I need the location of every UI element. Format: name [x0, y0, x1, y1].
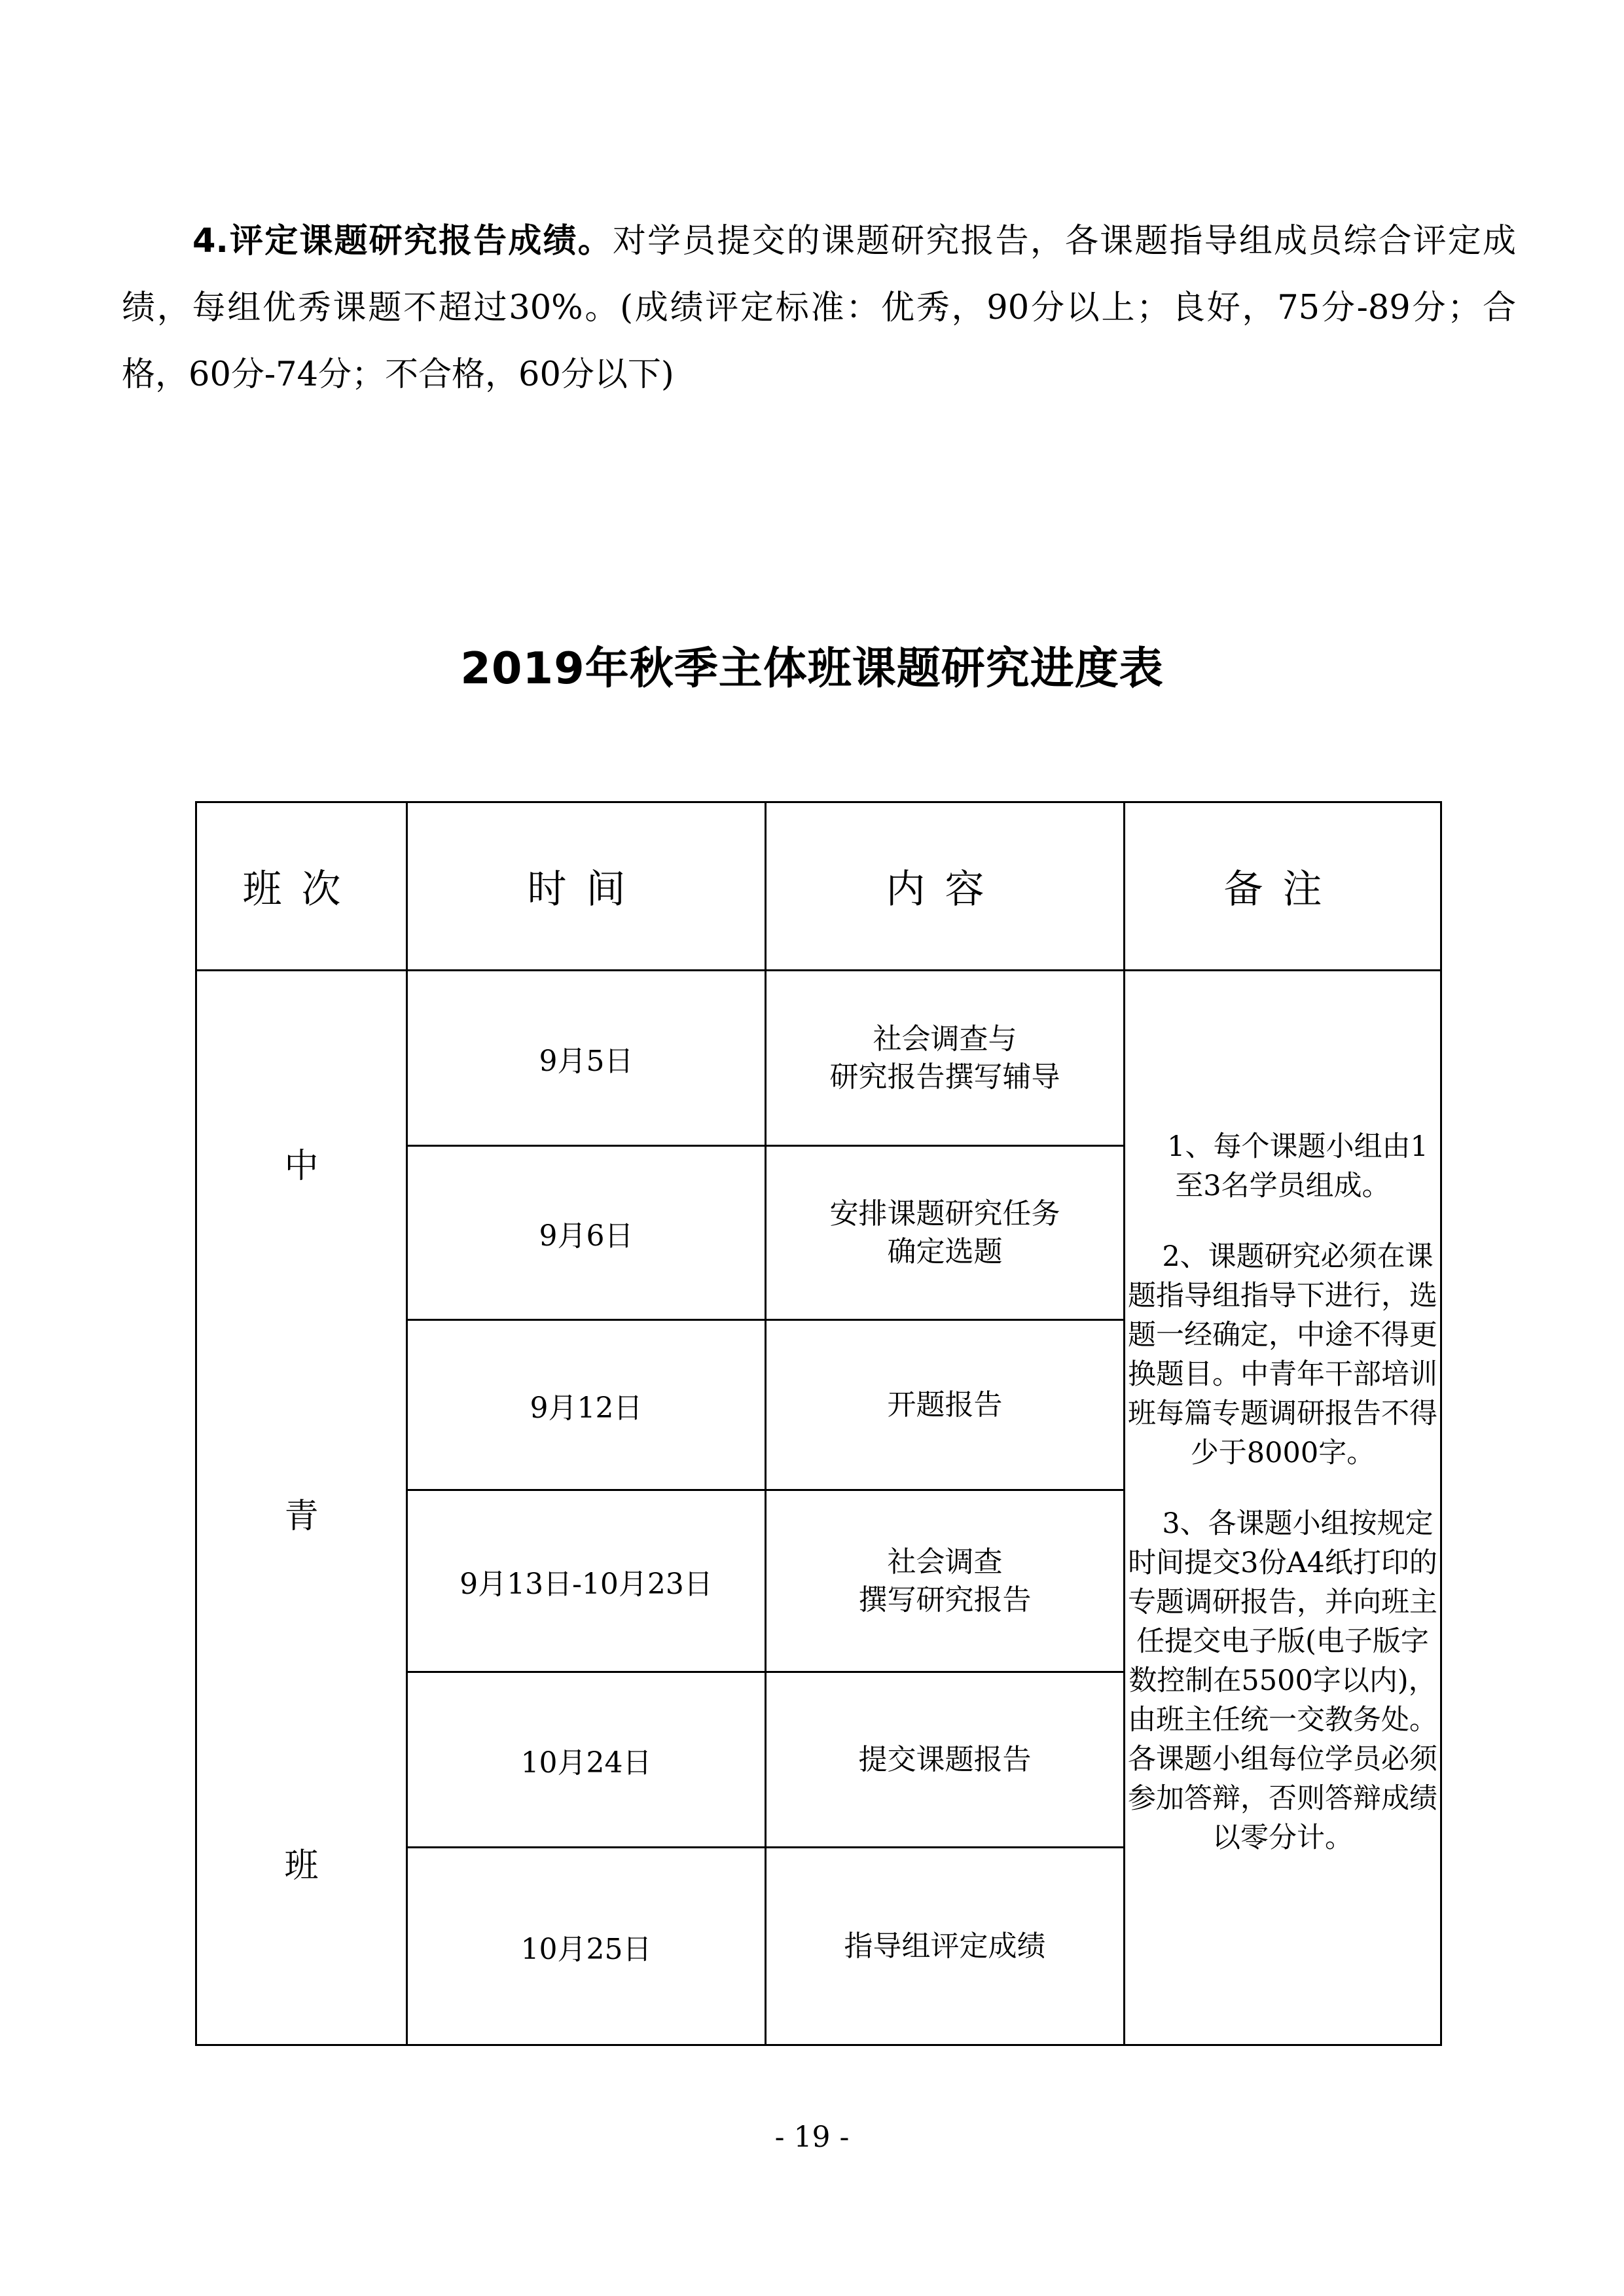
time-cell: 9月13日-10月23日	[407, 1490, 766, 1672]
class-char: 中	[284, 1147, 319, 1186]
content-line: 安排课题研究任务	[829, 1196, 1060, 1230]
header-content: 内容	[766, 802, 1125, 971]
content-line: 确定选题	[887, 1234, 1003, 1268]
paragraph-lead: 4.评定课题研究报告成绩。	[192, 222, 613, 260]
content-line: 研究报告撰写辅导	[829, 1060, 1060, 1094]
table-header-row	[196, 802, 1441, 971]
page-number: - 19 -	[774, 2121, 850, 2154]
note-item: 1、每个课题小组由1至3名学员组成。	[1167, 1130, 1428, 1202]
content-cell	[766, 971, 1125, 1146]
class-cell	[196, 971, 407, 2045]
content-cell	[766, 1672, 1125, 1848]
content-cell	[766, 1146, 1125, 1320]
time-cell: 9月5日	[407, 971, 766, 1146]
class-char: 青	[284, 1497, 319, 1536]
content-line: 提交课题报告	[858, 1742, 1032, 1776]
class-char: 班	[284, 1846, 319, 1886]
header-notes: 备注	[1125, 802, 1441, 971]
content-line: 社会调查	[887, 1545, 1003, 1579]
content-line: 社会调查与	[873, 1022, 1017, 1056]
table-row	[196, 971, 1441, 1146]
note-item: 2、课题研究必须在课题指导组指导下进行，选题一经确定，中途不得更换题目。中青年干部培训班每篇专题调研报告不得少于8000字。	[1128, 1240, 1437, 1469]
page-title: 2019年秋季主体班课题研究进度表	[460, 643, 1164, 694]
time-cell: 10月25日	[407, 1848, 766, 2045]
note-item: 3、各课题小组按规定时间提交3份A4纸打印的专题调研报告，并向班主任提交电子版(电子版字数控制在5500字以内)，由班主任统一交教务处。各课题小组每位学员必须参加答辩，否则答辩成绩以零分计。	[1128, 1507, 1437, 1854]
content-cell	[766, 1320, 1125, 1490]
notes-cell	[1125, 971, 1441, 2045]
schedule-table	[195, 801, 1442, 2046]
header-class: 班次	[196, 802, 407, 971]
content-line: 指导组评定成绩	[844, 1929, 1046, 1963]
content-cell	[766, 1490, 1125, 1672]
time-cell: 10月24日	[407, 1672, 766, 1848]
content-line: 开题报告	[887, 1388, 1003, 1422]
grading-paragraph	[122, 208, 1516, 408]
time-cell: 9月6日	[407, 1146, 766, 1320]
content-line: 撰写研究报告	[858, 1583, 1032, 1617]
content-cell	[766, 1848, 1125, 2045]
time-cell: 9月12日	[407, 1320, 766, 1490]
header-time: 时间	[407, 802, 766, 971]
paragraph-body: 对学员提交的课题研究报告，各课题指导组成员综合评定成绩，每组优秀课题不超过30%。(成绩评定标准：优秀，90分以上；良好，75分-89分；合格，60分-74分；不合格，60分以下)	[122, 222, 1516, 394]
